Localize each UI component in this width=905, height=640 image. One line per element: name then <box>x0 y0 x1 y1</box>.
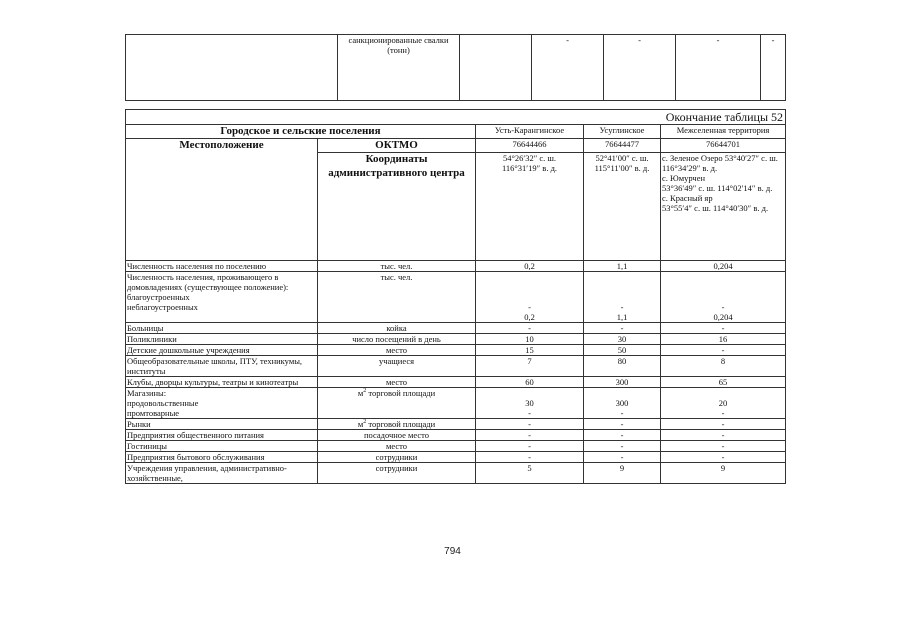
header-coordinates: Координаты административного центра <box>318 153 476 261</box>
row-unit: сотрудники <box>318 452 476 463</box>
row-value: - <box>661 430 786 441</box>
empty-cell <box>126 35 338 101</box>
row-label: Рынки <box>126 419 318 430</box>
table-row <box>126 323 786 334</box>
table-caption: Окончание таблицы 52 <box>126 110 786 125</box>
row-value: 30 <box>584 334 661 345</box>
header-location: Местоположение <box>126 139 318 261</box>
row-value: - <box>661 441 786 452</box>
table-row <box>126 463 786 484</box>
row-value: - <box>476 323 584 334</box>
row-value: 16 <box>661 334 786 345</box>
row-unit: учащиеся <box>318 356 476 377</box>
unit-text: торговой площади <box>366 388 436 399</box>
row-value: - 0,204 <box>661 272 786 323</box>
table-row <box>126 377 786 388</box>
row-unit <box>318 419 476 430</box>
row-value: - <box>661 419 786 430</box>
row-label: Детские дошкольные учреждения <box>126 345 318 356</box>
row-value: - <box>661 323 786 334</box>
row-value: 50 <box>584 345 661 356</box>
row-value: 9 <box>661 463 786 484</box>
row-value: - <box>661 345 786 356</box>
unit-superscript: 2 <box>363 388 367 395</box>
page-number: 794 <box>444 546 461 557</box>
unit-text: торговой площади <box>366 419 436 430</box>
row-label: Предприятия общественного питания <box>126 430 318 441</box>
row-value: 9 <box>584 463 661 484</box>
row-value: - <box>584 441 661 452</box>
row-value: 5 <box>476 463 584 484</box>
fragment-value: - <box>532 35 604 101</box>
column-header: Межселенная территория <box>661 125 786 139</box>
row-label: Численность населения, проживающего в домовладениях (существующее положение): благоустроенных неблагоустроенных <box>126 272 318 323</box>
empty-cell <box>460 35 532 101</box>
table-row <box>126 430 786 441</box>
table-row <box>126 388 786 419</box>
row-label: Поликлиники <box>126 334 318 345</box>
table-row <box>126 261 786 272</box>
unit-superscript: 2 <box>363 419 367 426</box>
unit-text: м <box>357 419 364 430</box>
row-value: 20 - <box>661 388 786 419</box>
table-row <box>126 441 786 452</box>
row-value: 8 <box>661 356 786 377</box>
header-settlements: Городское и сельские поселения <box>126 125 476 139</box>
table-caption-row <box>126 110 786 125</box>
table-row <box>126 419 786 430</box>
header-row <box>126 125 786 139</box>
oktmo-code: 76644477 <box>584 139 661 153</box>
row-value: 65 <box>661 377 786 388</box>
table-row <box>126 356 786 377</box>
row-value: - <box>584 323 661 334</box>
row-label: Больницы <box>126 323 318 334</box>
fragment-value: - <box>604 35 676 101</box>
coordinates-cell: 54°26′32″ с. ш. 116°31′19″ в. д. <box>476 153 584 261</box>
row-value: 10 <box>476 334 584 345</box>
row-value: 60 <box>476 377 584 388</box>
oktmo-code: 76644466 <box>476 139 584 153</box>
row-unit: койка <box>318 323 476 334</box>
row-label: Учреждения управления, административно-хозяйственные, <box>126 463 318 484</box>
row-unit: место <box>318 441 476 452</box>
previous-table-fragment <box>125 34 786 101</box>
row-unit: место <box>318 345 476 356</box>
row-value: 1,1 <box>584 261 661 272</box>
column-header: Усуглинское <box>584 125 661 139</box>
coordinates-cell: 52°41′00″ с. ш. 115°11′00″ в. д. <box>584 153 661 261</box>
row-value: - <box>476 430 584 441</box>
column-header: Усть-Карангинское <box>476 125 584 139</box>
row-value: 300 <box>584 377 661 388</box>
oktmo-code: 76644701 <box>661 139 786 153</box>
row-value: 30 - <box>476 388 584 419</box>
row-label: Магазины: продовольственные промтоварные <box>126 388 318 419</box>
row-unit: число посещений в день <box>318 334 476 345</box>
row-value: 80 <box>584 356 661 377</box>
row-unit: тыс. чел. <box>318 261 476 272</box>
coordinates-cell: с. Зеленое Озеро 53°40′27″ с. ш. 116°34′29″ в. д. с. Юмурчен 53°36′49″ с. ш. 114°02′14″ в. д. с. Красный яр 53°55′4″ с. ш. 114°40′30″ в. д. <box>661 153 786 261</box>
row-unit: тыс. чел. <box>318 272 476 323</box>
unit-text: м <box>357 388 364 399</box>
table-row <box>126 452 786 463</box>
row-label: Общеобразовательные школы, ПТУ, техникумы, институты <box>126 356 318 377</box>
settlements-table <box>125 109 786 484</box>
fragment-value: - <box>761 35 786 101</box>
row-label: Предприятия бытового обслуживания <box>126 452 318 463</box>
row-value: - 0,2 <box>476 272 584 323</box>
table-row <box>126 334 786 345</box>
row-label: Клубы, дворцы культуры, театры и кинотеатры <box>126 377 318 388</box>
row-value: 0,2 <box>476 261 584 272</box>
table-row <box>126 272 786 323</box>
row-value: - <box>476 452 584 463</box>
row-value: - <box>584 430 661 441</box>
header-row <box>126 139 786 153</box>
header-oktmo: ОКТМО <box>318 139 476 153</box>
row-value: - <box>584 452 661 463</box>
row-unit <box>318 388 476 419</box>
row-unit: сотрудники <box>318 463 476 484</box>
row-label: Гостиницы <box>126 441 318 452</box>
row-value: - <box>476 419 584 430</box>
row-value: 7 <box>476 356 584 377</box>
row-value: 15 <box>476 345 584 356</box>
fragment-label: санкционированные свалки (тонн) <box>338 35 460 101</box>
fragment-value: - <box>676 35 761 101</box>
row-unit: место <box>318 377 476 388</box>
row-value: 300 - <box>584 388 661 419</box>
row-label: Численность населения по поселению <box>126 261 318 272</box>
row-value: - <box>661 452 786 463</box>
row-value: 0,204 <box>661 261 786 272</box>
row-unit: посадочное место <box>318 430 476 441</box>
row-value: - 1,1 <box>584 272 661 323</box>
row-value: - <box>476 441 584 452</box>
row-value: - <box>584 419 661 430</box>
table-row <box>126 345 786 356</box>
table-row <box>126 35 786 101</box>
